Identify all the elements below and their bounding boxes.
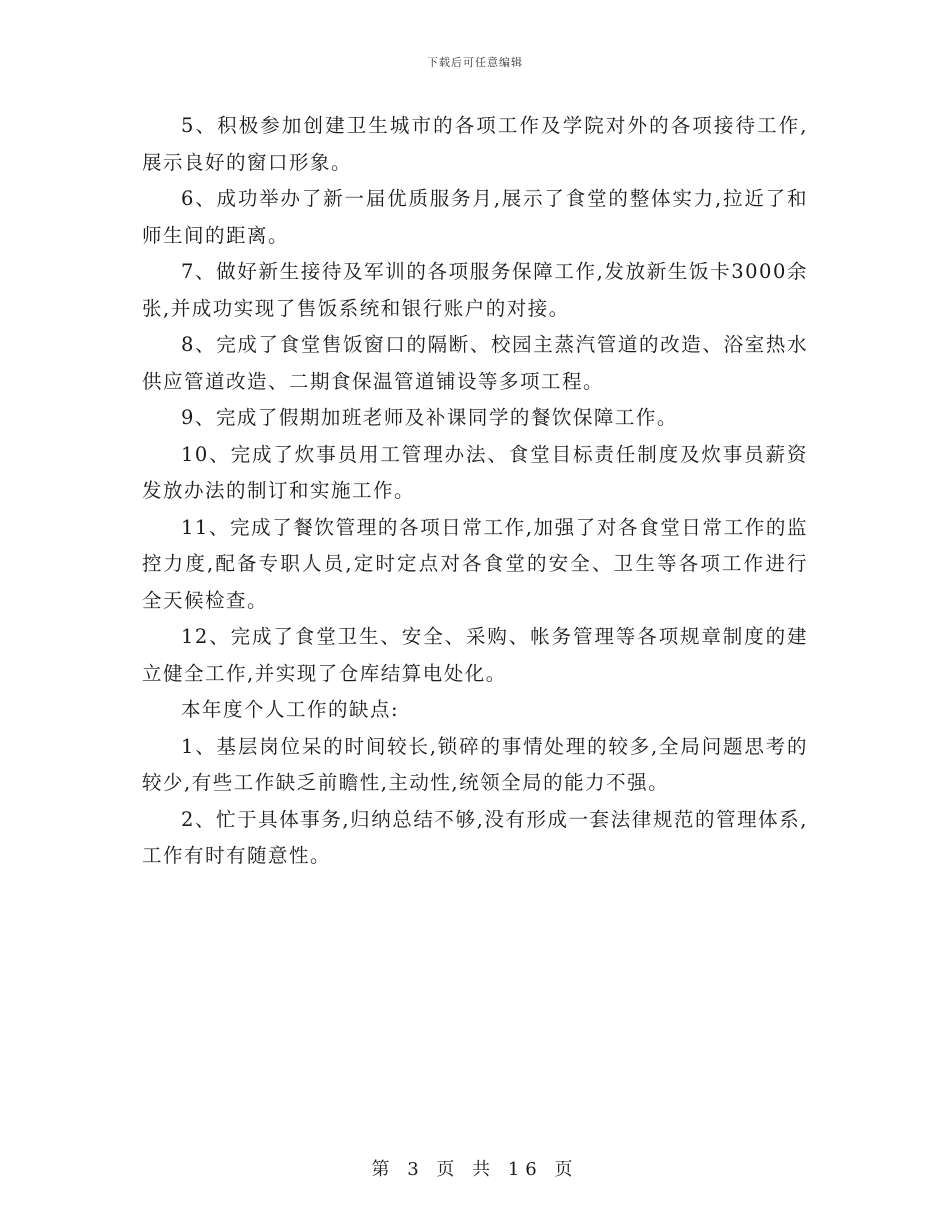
paragraph-item-11: 11、完成了餐饮管理的各项日常工作,加强了对各食堂日常工作的监控力度,配备专职人员,定时定点对各食堂的安全、卫生等各项工作进行全天候检查。 xyxy=(142,515,808,612)
page-number: 第 3 页 共 16 页 xyxy=(371,1159,579,1180)
paragraph-item-6: 6、成功举办了新一届优质服务月,展示了食堂的整体实力,拉近了和师生间的距离。 xyxy=(142,187,808,247)
paragraph-item-10: 10、完成了炊事员用工管理办法、食堂目标责任制度及炊事员薪资发放办法的制订和实施工作。 xyxy=(142,442,808,502)
shortcoming-item-2: 2、忙于具体事务,归纳总结不够,没有形成一套法律规范的管理体系,工作有时有随意性。 xyxy=(142,807,808,867)
paragraph-item-8: 8、完成了食堂售饭窗口的隔断、校园主蒸汽管道的改造、浴室热水供应管道改造、二期食保温管道铺设等多项工程。 xyxy=(142,333,808,393)
paragraph-item-7: 7、做好新生接待及军训的各项服务保障工作,发放新生饭卡3000余张,并成功实现了售饭系统和银行账户的对接。 xyxy=(142,260,808,320)
section-heading-shortcomings: 本年度个人工作的缺点: xyxy=(181,698,400,721)
document-body xyxy=(142,108,808,875)
paragraph-item-12: 12、完成了食堂卫生、安全、采购、帐务管理等各项规章制度的建立健全工作,并实现了仓库结算电处化。 xyxy=(142,625,808,685)
paragraph-item-9: 9、完成了假期加班老师及补课同学的餐饮保障工作。 xyxy=(181,406,678,429)
shortcoming-item-1: 1、基层岗位呆的时间较长,锁碎的事情处理的较多,全局问题思考的较少,有些工作缺乏前瞻性,主动性,统领全局的能力不强。 xyxy=(142,734,808,794)
header-note: 下载后可任意编辑 xyxy=(427,56,523,69)
paragraph-item-5: 5、积极参加创建卫生城市的各项工作及学院对外的各项接待工作,展示良好的窗口形象。 xyxy=(142,114,808,174)
